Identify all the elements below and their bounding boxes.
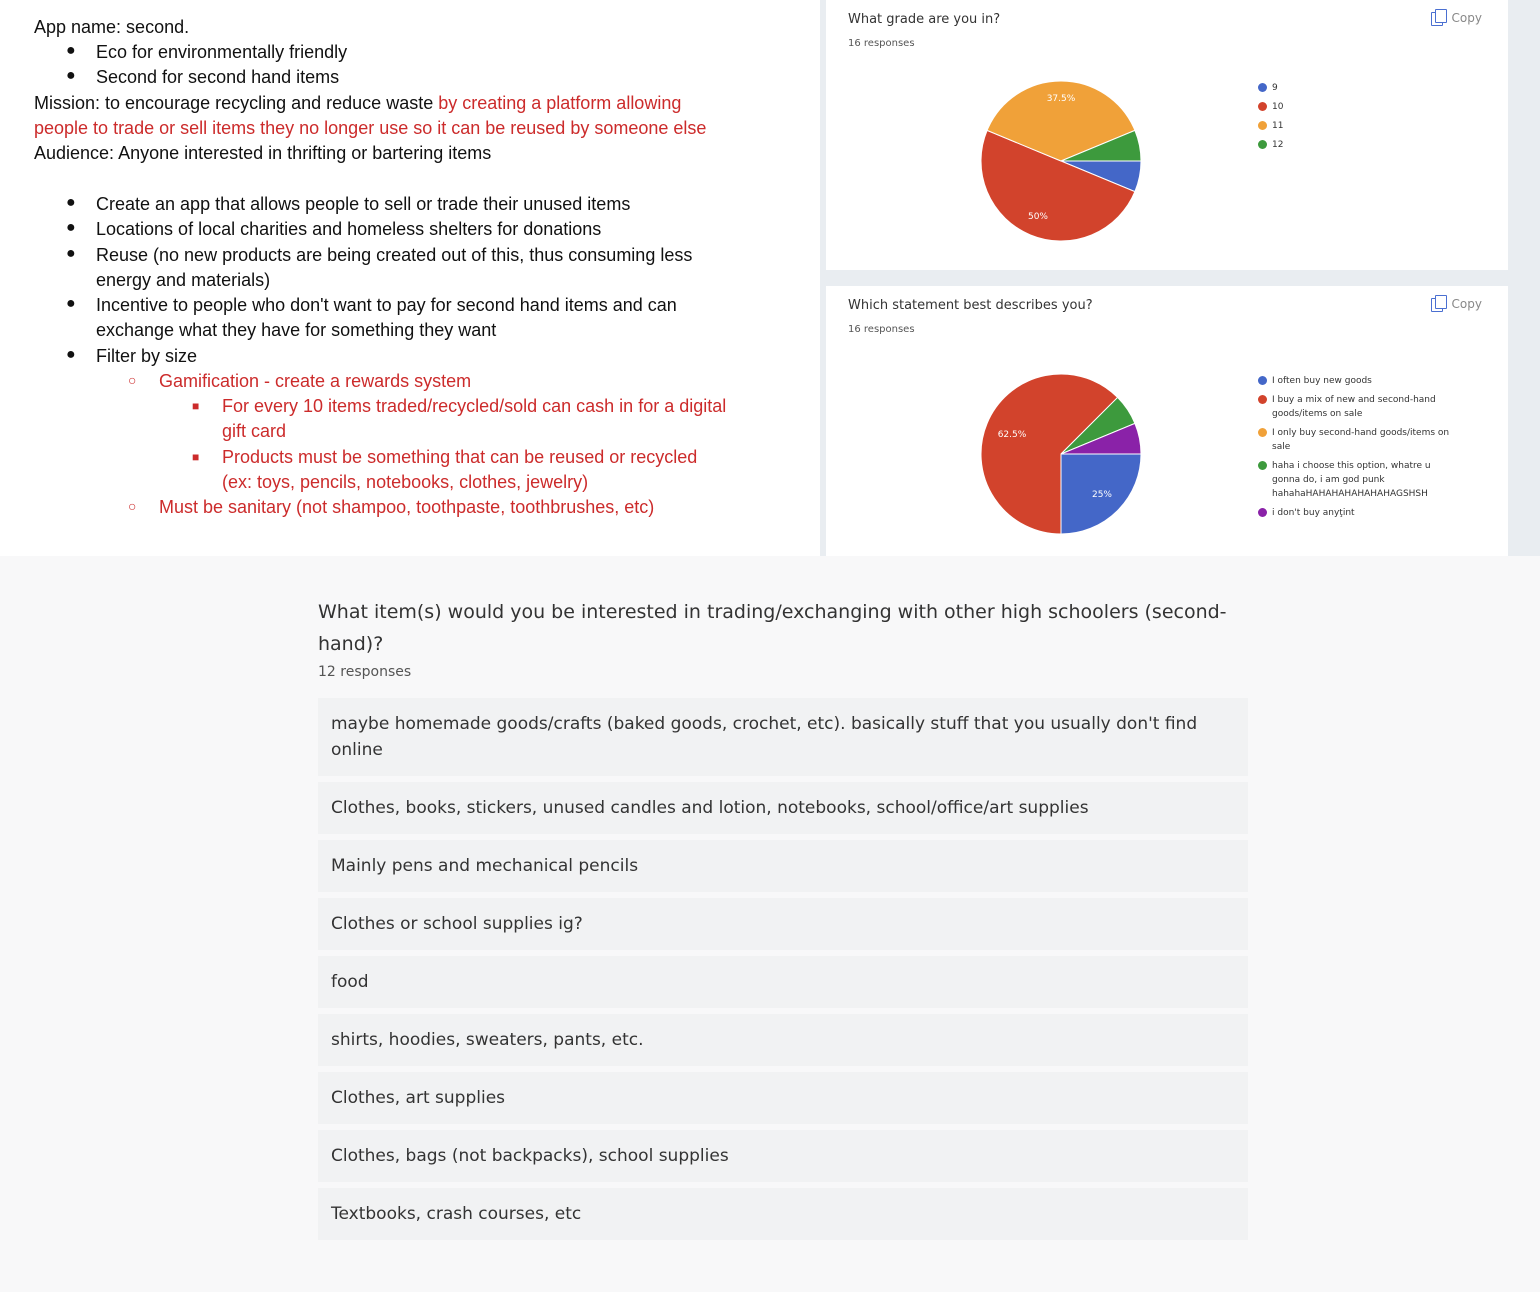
legend-dot-icon	[1258, 83, 1267, 92]
legend-dot-icon	[1258, 461, 1267, 470]
mission-line	[34, 91, 681, 116]
chart-title: Which statement best describes you?	[848, 298, 1093, 313]
free-text-responses	[318, 596, 1248, 1246]
chart-legend	[1258, 374, 1458, 525]
list-item-cont: (ex: toys, pencils, notebooks, clothes, jewelry)	[222, 472, 589, 492]
response-item: Textbooks, crash courses, etc	[318, 1188, 1248, 1240]
list-item: Incentive to people who don't want to pay for second hand items and can	[96, 295, 677, 315]
pie-data-label: 62.5%	[997, 430, 1027, 440]
statement-chart-card	[826, 286, 1508, 556]
list-item: Locations of local charities and homeless shelters for donations	[96, 219, 602, 239]
legend-label: I only buy second-hand goods/items on sale	[1272, 428, 1450, 452]
audience-line: Audience: Anyone interested in thrifting or bartering items	[34, 143, 492, 163]
pie-data-label: 37.5%	[1046, 94, 1076, 104]
legend-item	[1258, 459, 1458, 501]
legend-item	[1258, 506, 1458, 520]
list-item: For every 10 items traded/recycled/sold can cash in for a digital	[222, 396, 727, 416]
legend-dot-icon	[1258, 140, 1267, 149]
bullet-icon: ●	[66, 194, 76, 211]
response-item: Clothes, art supplies	[318, 1072, 1248, 1124]
legend-dot-icon	[1258, 376, 1267, 385]
question-title: What item(s) would you be interested in trading/exchanging with other high schoolers (second-hand)?	[318, 601, 1227, 655]
legend-item	[1258, 119, 1458, 133]
response-item: maybe homemade goods/crafts (baked goods, crochet, etc). basically stuff that you usually don't find online	[318, 698, 1248, 776]
response-count: 12 responses	[318, 664, 412, 680]
bullet-icon: ●	[66, 295, 76, 312]
circle-bullet-icon: ○	[128, 498, 137, 514]
list-item-cont: exchange what they have for something they want	[96, 320, 497, 340]
chart-title: What grade are you in?	[848, 12, 1001, 27]
list-item: Reuse (no new products are being created out of this, thus consuming less	[96, 245, 693, 265]
legend-label: I often buy new goods	[1272, 376, 1372, 386]
chart-legend	[1258, 81, 1458, 157]
copy-label: Copy	[1451, 11, 1482, 25]
square-bullet-icon: ■	[192, 450, 200, 464]
response-item: Mainly pens and mechanical pencils	[318, 840, 1248, 892]
grade-chart-card	[826, 0, 1508, 270]
mission-highlight-cont: people to trade or sell items they no longer use so it can be reused by someone else	[34, 118, 707, 138]
response-item: Clothes, bags (not backpacks), school supplies	[318, 1130, 1248, 1182]
copy-label: Copy	[1451, 297, 1482, 311]
document-panel	[0, 0, 820, 556]
legend-label: 12	[1272, 140, 1284, 150]
pie-data-label: 50%	[1027, 212, 1049, 222]
app-name: App name: second.	[34, 17, 190, 37]
legend-dot-icon	[1258, 428, 1267, 437]
response-item: Clothes or school supplies ig?	[318, 898, 1248, 950]
bullet-icon: ●	[66, 346, 76, 363]
list-item: Create an app that allows people to sell or trade their unused items	[96, 194, 631, 214]
response-item: food	[318, 956, 1248, 1008]
legend-dot-icon	[1258, 102, 1267, 111]
legend-item	[1258, 138, 1458, 152]
legend-item	[1258, 81, 1458, 95]
legend-dot-icon	[1258, 121, 1267, 130]
mission-highlight: by creating a platform allowing	[438, 93, 682, 113]
legend-label: i don't buy anyţint	[1272, 508, 1355, 518]
legend-item	[1258, 100, 1458, 114]
legend-item	[1258, 426, 1458, 454]
pie-data-label: 25%	[1091, 490, 1113, 500]
legend-label: 10	[1272, 102, 1284, 112]
legend-item	[1258, 374, 1458, 388]
list-item: Must be sanitary (not shampoo, toothpaste, toothbrushes, etc)	[159, 497, 655, 517]
response-item: shirts, hoodies, sweaters, pants, etc.	[318, 1014, 1248, 1066]
list-item: Gamification - create a rewards system	[159, 371, 472, 391]
legend-item	[1258, 393, 1458, 421]
legend-dot-icon	[1258, 508, 1267, 517]
legend-dot-icon	[1258, 395, 1267, 404]
list-item: Eco for environmentally friendly	[96, 42, 348, 62]
list-item: Second for second hand items	[96, 67, 340, 87]
bullet-icon: ●	[66, 67, 76, 84]
mission-label: Mission: to encourage recycling and reduce waste	[34, 93, 439, 113]
legend-label: haha i choose this option, whatre u gonna do, i am god punk hahahaHAHAHAHAHAHAHAGSHSH	[1272, 461, 1431, 499]
square-bullet-icon: ■	[192, 399, 200, 413]
legend-label: 11	[1272, 121, 1284, 131]
response-count: 16 responses	[848, 38, 915, 49]
list-item-cont: energy and materials)	[96, 270, 271, 290]
bullet-icon: ●	[66, 245, 76, 262]
list-item: Filter by size	[96, 346, 198, 366]
bullet-icon: ●	[66, 219, 76, 236]
list-item: Products must be something that can be reused or recycled	[222, 447, 698, 467]
response-count: 16 responses	[848, 324, 915, 335]
response-item: Clothes, books, stickers, unused candles and lotion, notebooks, school/office/art supplies	[318, 782, 1248, 834]
circle-bullet-icon: ○	[128, 372, 137, 388]
legend-label: 9	[1272, 83, 1278, 93]
list-item-cont: gift card	[222, 421, 287, 441]
legend-label: I buy a mix of new and second-hand goods/items on sale	[1272, 395, 1436, 419]
bullet-icon: ●	[66, 42, 76, 59]
